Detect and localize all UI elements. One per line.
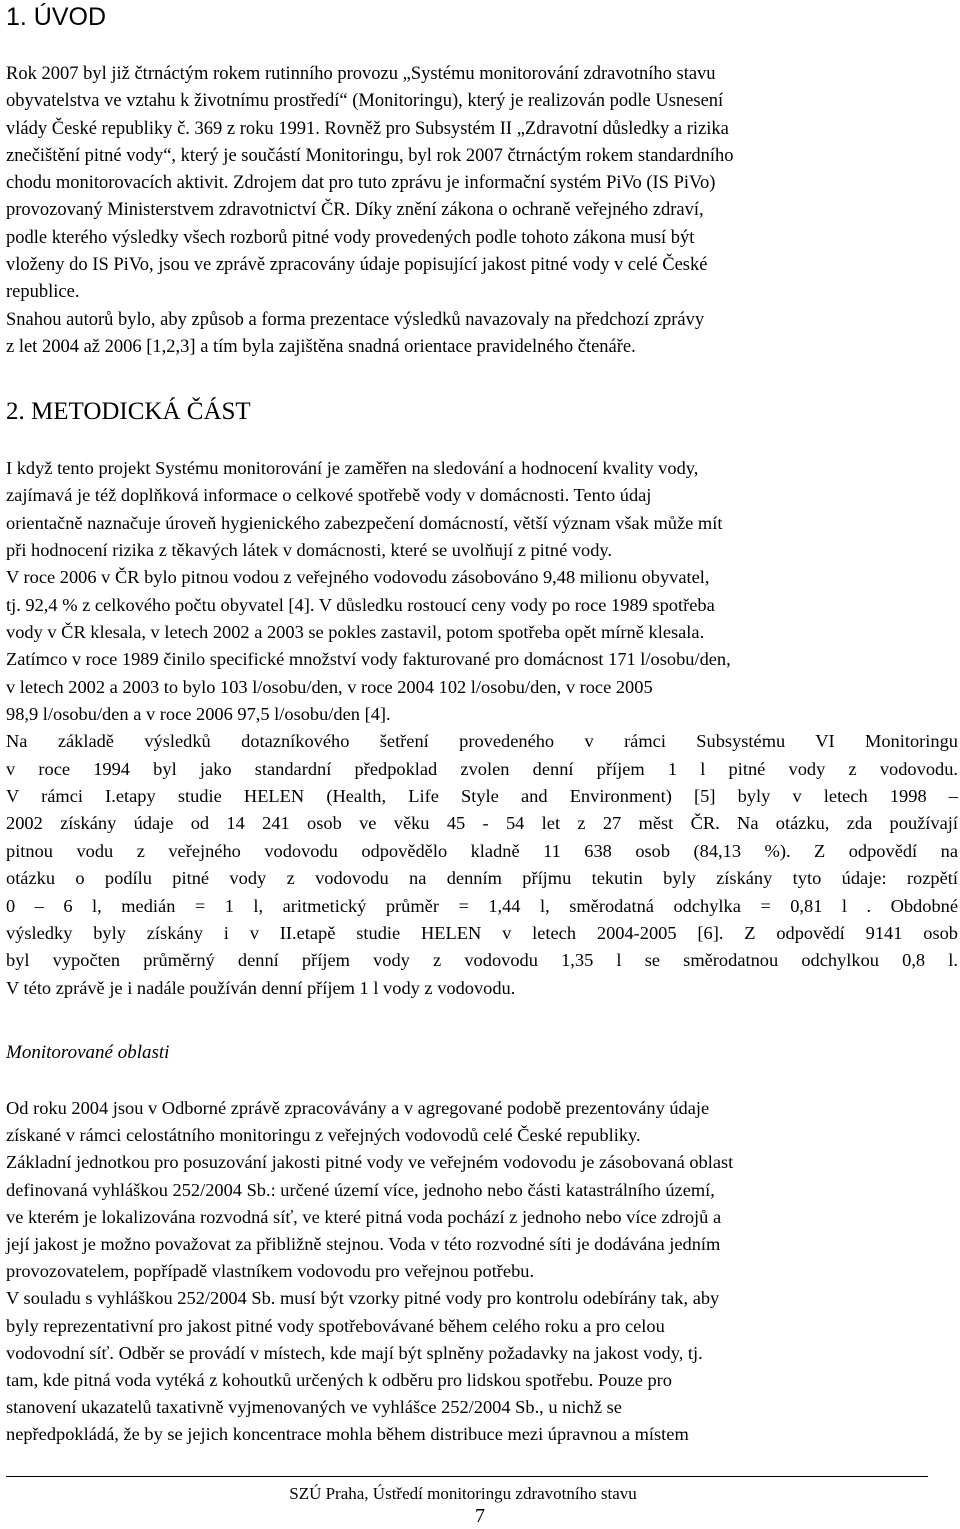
text-line: vloženy do IS PiVo, jsou ve zprávě zpracovány údaje popisující jakost pitné vody v celé České: [6, 255, 708, 276]
text-line: získané v rámci celostátního monitoringu z veřejných vodovodů celé České republiky.: [6, 1125, 641, 1146]
text-line: její jakost je možno považovat za přibližně stejnou. Voda v této rozvodné síti je dodávána jedním: [6, 1234, 721, 1255]
methodology-paragraph: [6, 455, 958, 1002]
text-line: stanovení ukazatelů taxativně vyjmenovaných ve vyhlášce 252/2004 Sb., u nichž se: [6, 1397, 622, 1418]
text-line: Základní jednotkou pro posuzování jakosti pitné vody ve veřejném vodovodu je zásobovaná oblast: [6, 1152, 734, 1173]
text-line: chodu monitorovacích aktivit. Zdrojem dat pro tuto zprávu je informační systém PiVo (IS PiVo): [6, 173, 716, 194]
text-line: Rok 2007 byl již čtrnáctým rokem rutinního provozu „Systému monitorování zdravotního stavu: [6, 64, 716, 84]
text-line: 2002 získány údaje od 14 241 osob ve věku 45 - 54 let z 27 měst ČR. Na otázku, zda používají: [6, 813, 958, 834]
text-line: podle kterého výsledky všech rozborů pitné vody provedených podle tohoto zákona musí být: [6, 227, 695, 248]
text-line: výsledky byly získány i v II.etapě studie HELEN v letech 2004-2005 [6]. Z odpovědí 9141 osob: [6, 922, 958, 943]
text-line: při hodnocení rizika z těkavých látek v domácnosti, které se uvolňují z pitné vody.: [6, 540, 613, 561]
text-line: V této zprávě je i nadále používán denní příjem 1 l vody z vodovodu.: [6, 977, 516, 998]
text-line: V rámci I.etapy studie HELEN (Health, Life Style and Environment) [5] byly v letech 1998 –: [6, 786, 958, 807]
text-line: tj. 92,4 % z celkového počtu obyvatel [4]. V důsledku rostoucí ceny vody po roce 1989 spotřeba: [6, 594, 715, 615]
intro-paragraph: [6, 61, 958, 361]
text-line: V roce 2006 v ČR bylo pitnou vodou z veřejného vodovodu zásobováno 9,48 milionu obyvatel,: [6, 567, 710, 588]
footer-divider: [6, 1476, 928, 1477]
text-line: vlády České republiky č. 369 z roku 1991. Rovněž pro Subsystém II „Zdravotní důsledky a rizika: [6, 118, 729, 139]
text-line: vodovodní síť. Odběr se provádí v místech, kde mají být splněny požadavky na jakost vody, tj.: [6, 1342, 703, 1363]
page-number: 7: [475, 1505, 485, 1527]
subsection-heading-monitorovane-oblasti: Monitorované oblasti: [6, 1042, 170, 1063]
text-line: Na základě výsledků dotazníkového šetření provedeného v rámci Subsystému VI Monitoringu: [6, 731, 958, 752]
text-line: Od roku 2004 jsou v Odborné zprávě zpracovávány a v agregované podobě prezentovány údaje: [6, 1098, 710, 1118]
text-line: obyvatelstva ve vztahu k životnímu prostředí“ (Monitoringu), který je realizován podle Usnesení: [6, 91, 724, 112]
text-line: ve kterém je lokalizována rozvodná síť, ve které pitná voda pochází z jednoho nebo více zdrojů a: [6, 1206, 722, 1227]
text-line: v roce 1994 byl jako standardní předpoklad zvolen denní příjem 1 l pitné vody z vodovodu.: [6, 758, 958, 779]
text-line: byl vypočten průměrný denní příjem vody z vodovodu 1,35 l se směrodatnou odchylkou 0,8 l.: [6, 950, 958, 971]
text-line: zajímavá je též doplňková informace o celkové spotřebě vody v domácnosti. Tento údaj: [6, 485, 652, 506]
text-line: provozovaný Ministerstvem zdravotnictví ČR. Díky znění zákona o ochraně veřejného zdraví,: [6, 200, 704, 221]
text-line: byly reprezentativní pro jakost pitné vody spotřebovávané během celého roku a pro celou: [6, 1315, 665, 1336]
page-footer: SZÚ Praha, Ústředí monitoringu zdravotního stavu: [289, 1484, 637, 1503]
text-line: znečištění pitné vody“, který je součástí Monitoringu, byl rok 2007 čtrnáctým rokem standardního: [6, 145, 734, 166]
text-line: v letech 2002 a 2003 to bylo 103 l/osobu/den, v roce 2004 102 l/osobu/den, v roce 2005: [6, 676, 653, 697]
text-line: provozovatelem, popřípadě vlastníkem vodovodu pro veřejnou potřebu.: [6, 1261, 535, 1282]
text-line: 0 – 6 l, medián = 1 l, aritmetický průměr = 1,44 l, směrodatná odchylka = 0,81 l . Obdobné: [6, 895, 958, 916]
text-line: republice.: [6, 282, 80, 303]
text-line: Snahou autorů bylo, aby způsob a forma prezentace výsledků navazovaly na předchozí zprávy: [6, 309, 705, 330]
text-line: otázku o podílu pitné vody z vodovodu na denním příjmu tekutin byly získány tyto údaje: rozpětí: [6, 868, 958, 889]
text-line: definovaná vyhláškou 252/2004 Sb.: určené území více, jednoho nebo části katastrálního území,: [6, 1179, 715, 1200]
monitored-areas-paragraph: [6, 1095, 958, 1449]
text-line: Zatímco v roce 1989 činilo specifické množství vody fakturované pro domácnost 171 l/osobu/den,: [6, 649, 731, 670]
section-heading-metodicka-cast: 2. METODICKÁ ČÁST: [6, 398, 251, 425]
text-line: 98,9 l/osobu/den a v roce 2006 97,5 l/osobu/den [4].: [6, 704, 391, 725]
text-line: vody v ČR klesala, v letech 2002 a 2003 se pokles zastavil, potom spotřeba opět mírně klesala.: [6, 622, 705, 643]
section-heading-uvod: 1. ÚVOD: [6, 3, 107, 31]
text-line: pitnou vodu z veřejného vodovodu odpovědělo kladně 11 638 osob (84,13 %). Z odpovědí na: [6, 840, 958, 861]
text-line: z let 2004 až 2006 [1,2,3] a tím byla zajištěna snadná orientace pravidelného čtenáře.: [6, 336, 636, 357]
text-line: tam, kde pitná voda vytéká z kohoutků určených k odběru pro lidskou spotřebu. Pouze pro: [6, 1370, 672, 1391]
text-line: orientačně naznačuje úroveň hygienického zabezpečení domácností, větší význam však může mít: [6, 512, 723, 533]
text-line: I když tento projekt Systému monitorování je zaměřen na sledování a hodnocení kvality vody,: [6, 458, 699, 478]
text-line: V souladu s vyhláškou 252/2004 Sb. musí být vzorky pitné vody pro kontrolu odebírány tak, aby: [6, 1288, 720, 1309]
text-line: nepředpokládá, že by se jejich koncentrace mohla během distribuce mezi úpravnou a místem: [6, 1424, 689, 1445]
